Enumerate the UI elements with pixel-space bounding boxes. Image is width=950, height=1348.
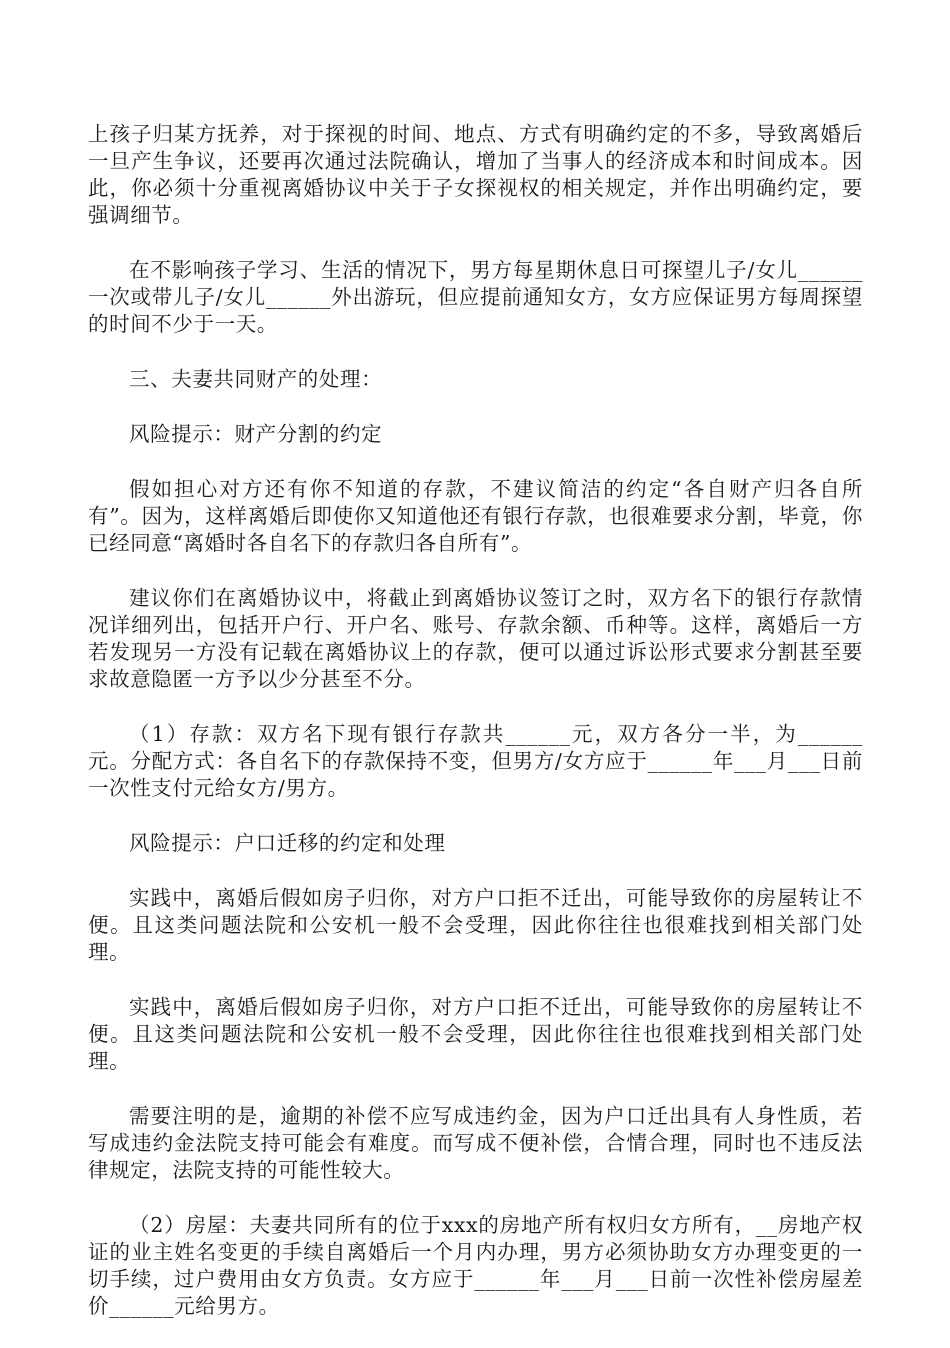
paragraph-visitation-intro: 上孩子归某方抚养，对于探视的时间、地点、方式有明确约定的不多，导致离婚后一旦产生争议，还要再次通过法院确认，增加了当事人的经济成本和时间成本。因此，你必须十分重视离婚协议中关于子女探视权的相关规定，并作出明确约定，要强调细节。: [88, 122, 863, 227]
risk-note-household-registration: 风险提示：户口迁移的约定和处理: [129, 831, 446, 855]
paragraph-compensation-note: 需要注明的是，逾期的补偿不应写成违约金，因为户口迁出具有人身性质，若写成违约金法院支持可能会有难度。而写成不便补偿，合情合理，同时也不违反法律规定，法院支持的可能性较大。: [88, 1104, 863, 1182]
risk-note-property-division: 风险提示：财产分割的约定: [129, 422, 383, 446]
document-body: [88, 121, 863, 1348]
paragraph-savings-warning: 假如担心对方还有你不知道的存款，不建议简洁的约定“各自财产归各自所有”。因为，这样离婚后即使你又知道他还有银行存款，也很难要求分割，毕竟，你已经同意“离婚时各自名下的存款归各自所有”。: [88, 477, 863, 555]
paragraph-household-practice-2: 实践中，离婚后假如房子归你，对方户口拒不迁出，可能导致你的房屋转让不便。且这类问题法院和公安机一般不会受理，因此你往往也很难找到相关部门处理。: [88, 995, 863, 1073]
paragraph-savings-advice: 建议你们在离婚协议中，将截止到离婚协议签订之时，双方名下的银行存款情况详细列出，包括开户行、开户名、账号、存款余额、币种等。这样，离婚后一方若发现另一方没有记载在离婚协议上的存款，便可以通过诉讼形式要求分割甚至要求故意隐匿一方予以少分甚至不分。: [88, 586, 863, 691]
clause-housing: （2）房屋：夫妻共同所有的位于xxx的房地产所有权归女方所有，__房地产权证的业主姓名变更的手续自离婚后一个月内办理，男方必须协助女方办理变更的一切手续，过户费用由女方负责。女方应于______年___月___日前一次性补偿房屋差价______元给男方。: [88, 1213, 863, 1318]
paragraph-visitation-clause: 在不影响孩子学习、生活的情况下，男方每星期休息日可探望儿子/女儿______一次或带儿子/女儿______外出游玩，但应提前通知女方，女方应保证男方每周探望的时间不少于一天。: [88, 258, 863, 336]
paragraph-household-practice-1: 实践中，离婚后假如房子归你，对方户口拒不迁出，可能导致你的房屋转让不便。且这类问题法院和公安机一般不会受理，因此你往往也很难找到相关部门处理。: [88, 886, 863, 964]
clause-deposits: （1）存款：双方名下现有银行存款共______元，双方各分一半，为______元。分配方式：各自名下的存款保持不变，但男方/女方应于______年___月___日前一次性支付元给女方/男方。: [88, 722, 863, 800]
section-heading-property: 三、夫妻共同财产的处理：: [129, 367, 383, 391]
